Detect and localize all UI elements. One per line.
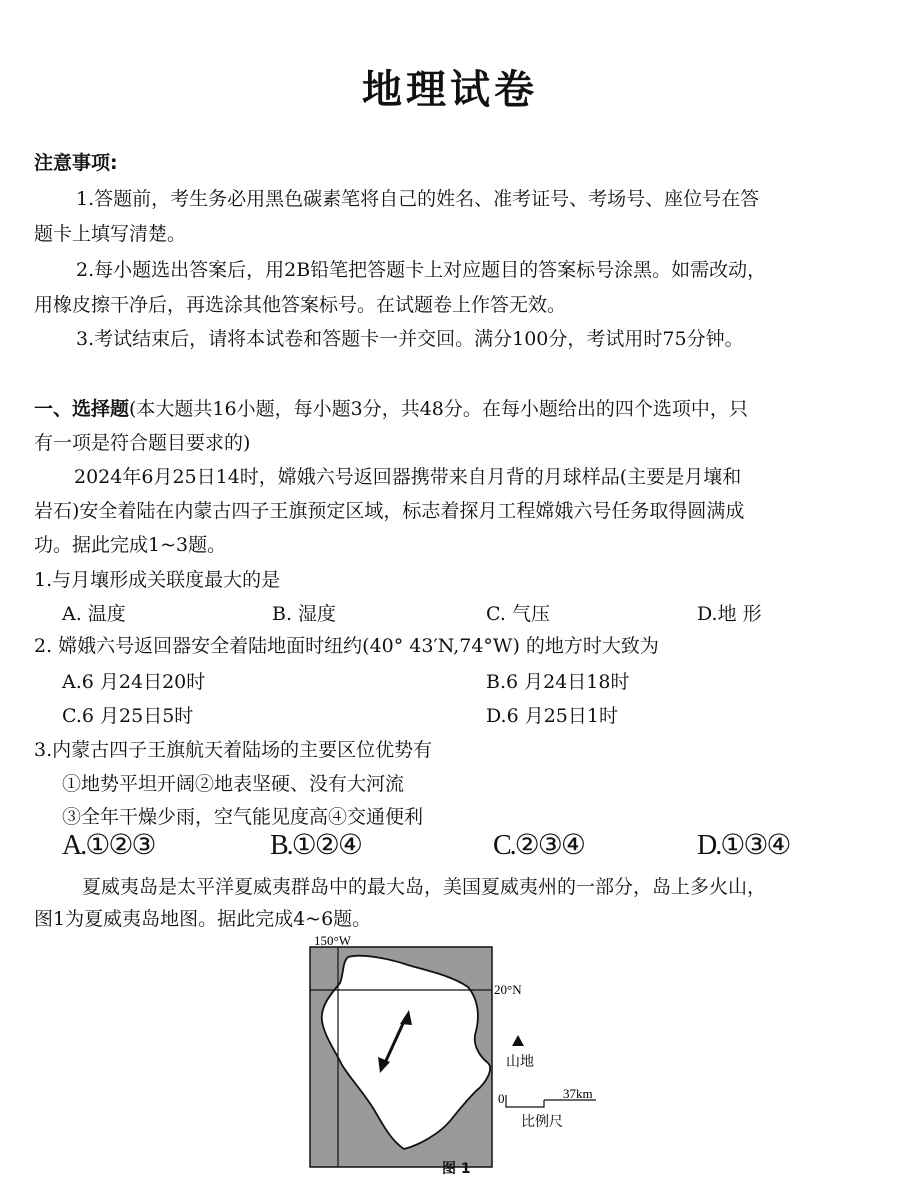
q1-option-d[interactable]: D.地 形	[697, 603, 762, 625]
q3-option-d[interactable]: D.①③④	[697, 830, 790, 861]
q1-option-b[interactable]: B. 湿度	[272, 603, 337, 625]
passage-2-line-1: 夏威夷岛是太平洋夏威夷群岛中的最大岛，美国夏威夷州的一部分，岛上多火山，	[82, 876, 767, 898]
longitude-label: 150°W	[314, 935, 351, 948]
note-2-line-2: 用橡皮擦干净后，再选涂其他答案标号。在试题卷上作答无效。	[34, 294, 567, 316]
q3-option-c[interactable]: C.②③④	[493, 830, 584, 861]
scale-bar	[506, 1095, 544, 1107]
q2-option-a[interactable]: A.6 月24日20时	[62, 671, 206, 693]
q1-option-a[interactable]: A. 温度	[62, 603, 126, 625]
passage-1-line-2: 岩石)安全着陆在内蒙古四子王旗预定区域，标志着探月工程嫦娥六号任务取得圆满成	[34, 500, 745, 522]
q2-stem: 2. 嫦娥六号返回器安全着陆地面时纽约(40° 43′N,74°W) 的地方时大致为	[34, 635, 659, 657]
q1-option-c[interactable]: C. 气压	[486, 603, 550, 625]
q2-option-c[interactable]: C.6 月25日5时	[62, 705, 194, 727]
section-1-desc-2: 有一项是符合题目要求的)	[34, 432, 251, 454]
mountain-triangle-icon	[512, 1035, 524, 1046]
section-1-line-1	[34, 392, 874, 426]
q3-option-a[interactable]: A.①②③	[62, 830, 155, 861]
page-title: 地理试卷	[362, 67, 538, 113]
figure-caption: 图 1	[442, 1161, 471, 1177]
scale-km-label: 37km	[563, 1086, 593, 1101]
note-1-line-2: 题卡上填写清楚。	[34, 223, 187, 245]
q2-option-b[interactable]: B.6 月24日18时	[486, 671, 630, 693]
notes-heading: 注意事项:	[34, 152, 118, 174]
q3-stem: 3.内蒙古四子王旗航天着陆场的主要区位优势有	[34, 739, 433, 761]
scale-zero-label: 0	[498, 1091, 505, 1106]
note-3-line-1: 3.考试结束后，请将本试卷和答题卡一并交回。满分100分，考试用时75分钟。	[76, 328, 744, 350]
latitude-label: 20°N	[494, 982, 522, 997]
q1-stem: 1.与月壤形成关联度最大的是	[34, 569, 281, 591]
section-1-heading: 一、选择题	[34, 398, 130, 420]
passage-2-line-2: 图1为夏威夷岛地图。据此完成4~6题。	[34, 908, 372, 930]
q3-option-b[interactable]: B.①②④	[270, 830, 361, 861]
passage-1-line-1: 2024年6月25日14时，嫦娥六号返回器携带来自月背的月球样品(主要是月壤和	[74, 466, 742, 488]
section-1-desc-1: (本大题共16小题，每小题3分，共48分。在每小题给出的四个选项中，只	[129, 398, 748, 420]
note-2-line-1: 2.每小题选出答案后，用2B铅笔把答题卡上对应题目的答案标号涂黑。如需改动，	[76, 259, 767, 281]
q3-statement-2: ③全年干燥少雨，空气能见度高④交通便利	[62, 806, 424, 828]
q2-option-d[interactable]: D.6 月25日1时	[486, 705, 618, 727]
q3-statement-1: ①地势平坦开阔②地表坚硬、没有大河流	[62, 773, 405, 795]
legend-mountain-label: 山地	[506, 1054, 534, 1070]
scale-caption: 比例尺	[521, 1114, 563, 1130]
note-1-line-1: 1.答题前，考生务必用黑色碳素笔将自己的姓名、准考证号、考场号、座位号在答	[76, 188, 760, 210]
hawaii-island-map	[300, 935, 630, 1180]
passage-1-line-3: 功。据此完成1~3题。	[34, 534, 227, 556]
